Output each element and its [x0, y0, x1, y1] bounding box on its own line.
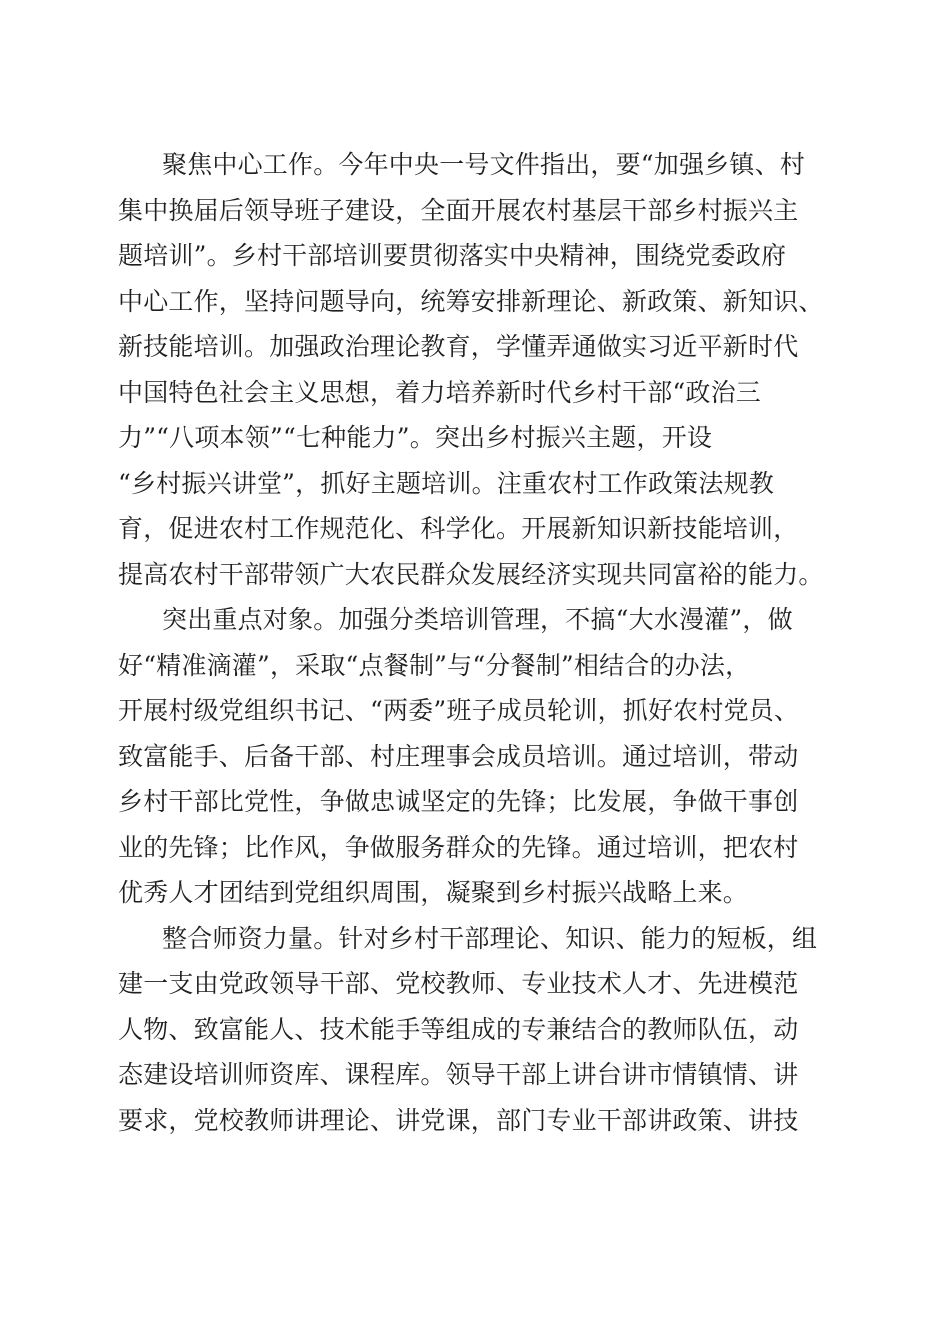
text-line: 态建设培训师资库、课程库。领导干部上讲台讲市情镇情、讲 [118, 1060, 799, 1089]
document-body [118, 142, 838, 1143]
text-line: 题培训”。乡村干部培训要贯彻落实中央精神，围绕党委政府 [118, 241, 787, 270]
text-line: 优秀人才团结到党组织周围，凝聚到乡村振兴战略上来。 [118, 878, 749, 907]
text-line: 突出重点对象。加强分类培训管理，不搞“大水漫灌”，做 [162, 605, 793, 634]
text-line: 中心工作，坚持问题导向，统筹安排新理论、新政策、新知识、 [118, 286, 824, 316]
text-line: 中国特色社会主义思想，着力培养新时代乡村干部“政治三 [118, 377, 761, 407]
paragraph-key-targets [118, 597, 838, 916]
text-line: 育，促进农村工作规范化、科学化。开展新知识新技能培训， [118, 514, 799, 543]
text-line: 提高农村干部带领广大农民群众发展经济实现共同富裕的能力。 [118, 559, 824, 589]
text-line: 乡村干部比党性，争做忠诚坚定的先锋；比发展，争做干事创 [118, 787, 799, 816]
text-line: 业的先锋；比作风，争做服务群众的先锋。通过培训，把农村 [118, 832, 799, 862]
text-line: 集中换届后领导班子建设，全面开展农村基层干部乡村振兴主 [118, 195, 799, 225]
paragraph-focus-center-work [118, 142, 838, 597]
text-line: “乡村振兴讲堂”，抓好主题培训。注重农村工作政策法规教 [118, 468, 774, 498]
text-line: 聚焦中心工作。今年中央一号文件指出，要“加强乡镇、村 [162, 150, 805, 179]
text-line: 好“精准滴灌”，采取“点餐制”与“分餐制”相结合的办法， [118, 650, 751, 680]
text-line: 力”“八项本领”“七种能力”。突出乡村振兴主题，开设 [118, 423, 713, 452]
text-line: 新技能培训。加强政治理论教育，学懂弄通做实习近平新时代 [118, 332, 799, 361]
text-line: 开展村级党组织书记、“两委”班子成员轮训，抓好农村党员、 [118, 696, 800, 725]
text-line: 人物、致富能人、技术能手等组成的专兼结合的教师队伍，动 [118, 1014, 799, 1044]
text-line: 建一支由党政领导干部、党校教师、专业技术人才、先进模范 [118, 969, 799, 998]
paragraph-teacher-resources [118, 916, 838, 1144]
text-line: 整合师资力量。针对乡村干部理论、知识、能力的短板，组 [162, 923, 818, 953]
text-line: 致富能手、后备干部、村庄理事会成员培训。通过培训，带动 [118, 741, 799, 771]
text-line: 要求，党校教师讲理论、讲党课，部门专业干部讲政策、讲技 [118, 1105, 799, 1135]
